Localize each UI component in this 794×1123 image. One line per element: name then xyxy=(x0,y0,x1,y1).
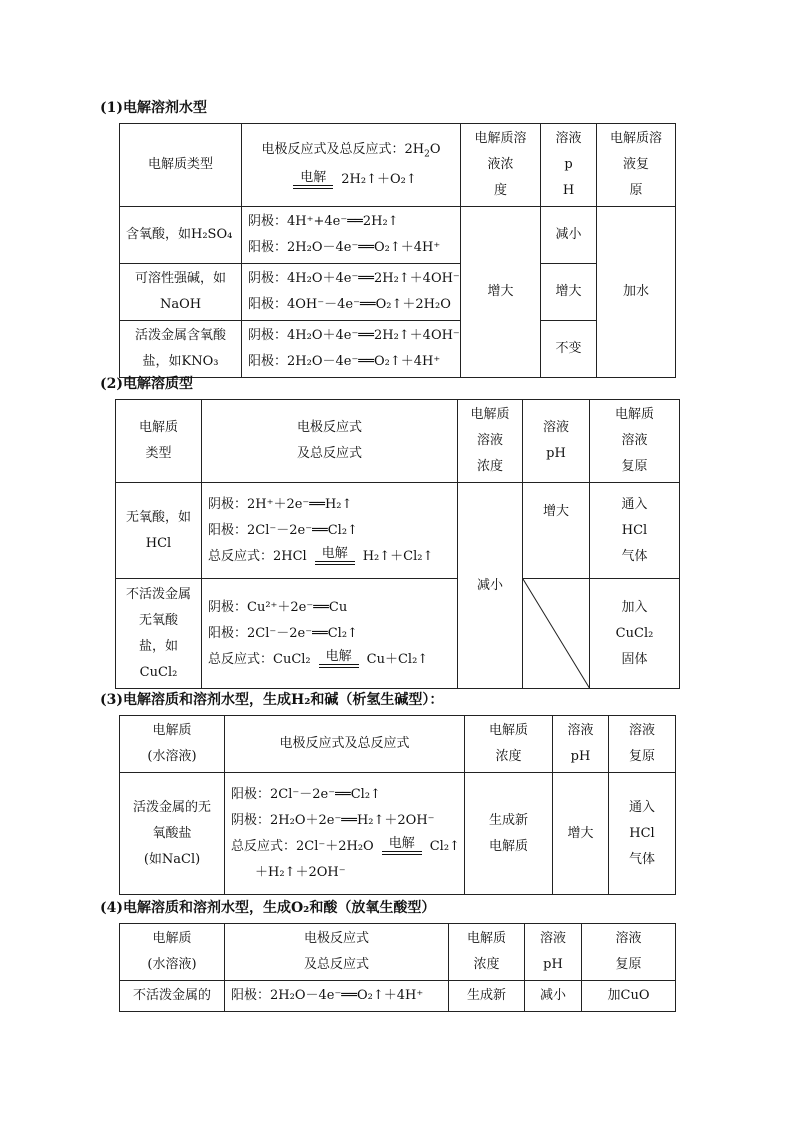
header-ph: 溶液 pH xyxy=(525,924,582,981)
row-active-salt-type: 活泼金属含氧酸 盐，如KNO₃ xyxy=(120,321,242,378)
concentration-value: 生成新 xyxy=(449,981,525,1012)
row-strong-base-equations: 阴极：4H₂O＋4e⁻══2H₂↑＋4OH⁻ 阳极：4OH⁻－4e⁻══O₂↑＋2H₂O xyxy=(242,264,461,321)
row-oxyacid-equations: 阴极：4H⁺+4e⁻══2H₂↑ 阳极：2H₂O－4e⁻══O₂↑＋4H⁺ xyxy=(242,207,461,264)
section-3-heading: (3)电解溶质和溶剂水型，生成H₂和碱（析氢生碱型）： xyxy=(100,692,444,708)
header-electrolyte-type: 电解质 (水溶液) xyxy=(120,924,225,981)
table-oxygen-acid xyxy=(119,923,676,1012)
ph-value-1: 减小 xyxy=(541,207,597,264)
diagonal-slash xyxy=(523,579,590,689)
header-concentration: 电解质 浓度 xyxy=(449,924,525,981)
electrolysis-condition: 电解 xyxy=(315,547,355,565)
electrolysis-condition: 电解 xyxy=(382,837,422,855)
header-concentration: 电解质 溶液 浓度 xyxy=(458,400,523,483)
restore-value: 加水 xyxy=(597,207,676,378)
header-restore: 电解质 溶液 复原 xyxy=(590,400,680,483)
header-equation: 电极反应式及总反应式 xyxy=(225,716,465,773)
row-anaerobic-acid-type: 无氧酸，如 HCl xyxy=(116,483,202,579)
row-anaerobic-acid-equations: 阴极：2H⁺＋2e⁻══H₂↑ 阳极：2Cl⁻－2e⁻══Cl₂↑ 总反应式：2HCl 电解 H₂↑＋Cl₂↑ xyxy=(202,483,458,579)
header-electrolyte-type: 电解质 (水溶液) xyxy=(120,716,225,773)
header-concentration: 电解质溶 液浓 度 xyxy=(461,124,541,207)
section-4-heading: (4)电解溶质和溶剂水型，生成O₂和酸（放氧生酸型） xyxy=(100,900,436,916)
concentration-value: 减小 xyxy=(458,483,523,689)
row-oxyacid-type: 含氧酸，如H₂SO₄ xyxy=(120,207,242,264)
header-equation: 电极反应式 及总反应式 xyxy=(202,400,458,483)
header-electrolyte-type: 电解质 类型 xyxy=(116,400,202,483)
header-ph: 溶液 pH xyxy=(523,400,590,483)
electrolysis-condition: 电解 xyxy=(293,171,333,189)
header-ph: 溶液 p H xyxy=(541,124,597,207)
section-2-heading: (2)电解溶质型 xyxy=(100,376,193,392)
header-restore: 溶液 复原 xyxy=(582,924,676,981)
restore-value-2: 加入 CuCl₂ 固体 xyxy=(590,579,680,689)
row-strong-base-type: 可溶性强碱，如 NaOH xyxy=(120,264,242,321)
header-restore: 溶液 复原 xyxy=(609,716,676,773)
section-1-heading: (1)电解溶剂水型 xyxy=(100,100,207,116)
header-electrolyte-type: 电解质类型 xyxy=(120,124,242,207)
row-active-salt-equations: 阴极：4H₂O＋4e⁻══2H₂↑＋4OH⁻ 阳极：2H₂O－4e⁻══O₂↑＋4H⁺ xyxy=(242,321,461,378)
table-electrolyze-water xyxy=(119,123,676,378)
concentration-value: 增大 xyxy=(461,207,541,378)
concentration-value: 生成新 电解质 xyxy=(465,773,553,895)
ph-value-1: 增大 xyxy=(523,483,590,579)
restore-value: 通入 HCl 气体 xyxy=(609,773,676,895)
ph-value-3: 不变 xyxy=(541,321,597,378)
ph-value-2: 增大 xyxy=(541,264,597,321)
header-ph: 溶液 pH xyxy=(553,716,609,773)
row-active-anaerobic-salt-type: 活泼金属的无 氧酸盐 (如NaCl) xyxy=(120,773,225,895)
restore-value: 加CuO xyxy=(582,981,676,1012)
ph-value: 减小 xyxy=(525,981,582,1012)
restore-value-1: 通入 HCl 气体 xyxy=(590,483,680,579)
electrolysis-condition: 电解 xyxy=(319,650,359,668)
header-equation: 电极反应式 及总反应式 xyxy=(225,924,449,981)
row-inactive-salt-type: 不活泼金属 无氧酸 盐，如 CuCl₂ xyxy=(116,579,202,689)
table-hydrogen-base xyxy=(119,715,676,895)
row-active-anaerobic-salt-equations: 阳极：2Cl⁻－2e⁻══Cl₂↑ 阴极：2H₂O＋2e⁻══H₂↑＋2OH⁻ 总反应式：2Cl⁻＋2H₂O 电解 Cl₂↑ ＋H₂↑＋2OH⁻ xyxy=(225,773,465,895)
header-restore: 电解质溶 液复 原 xyxy=(597,124,676,207)
row-inactive-oxysalt-equations: 阳极：2H₂O－4e⁻══O₂↑＋4H⁺ xyxy=(225,981,449,1012)
ph-empty-cell xyxy=(523,579,590,689)
row-inactive-oxysalt-type: 不活泼金属的 xyxy=(120,981,225,1012)
row-inactive-salt-equations: 阴极：Cu²⁺＋2e⁻══Cu 阳极：2Cl⁻－2e⁻══Cl₂↑ 总反应式：CuCl₂ 电解 Cu＋Cl₂↑ xyxy=(202,579,458,689)
header-concentration: 电解质 浓度 xyxy=(465,716,553,773)
header-equation: 电极反应式及总反应式：$2H_2O$ 电解 2H₂↑＋O₂↑ xyxy=(242,124,461,207)
ph-value: 增大 xyxy=(553,773,609,895)
table-electrolyze-solute xyxy=(115,399,680,689)
